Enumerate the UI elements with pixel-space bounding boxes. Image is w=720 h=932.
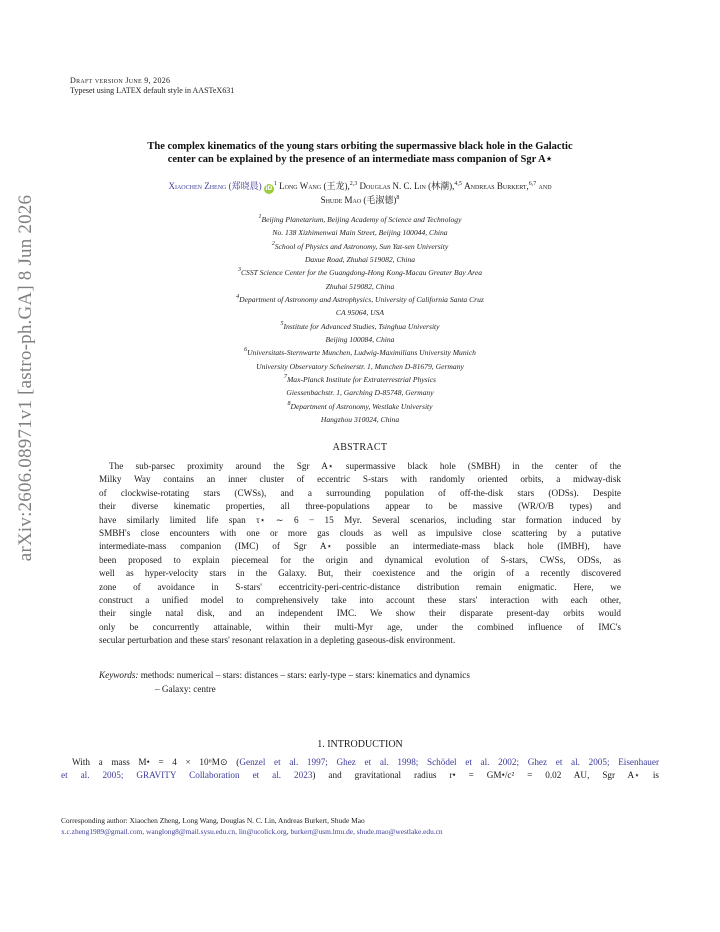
abstract-line: secular perturbation and these stars' resonant relaxation in a depleting gaseous-disk environment. (99, 635, 456, 646)
abstract-line: of clockwise-rotating stars (CWSs), and a surrounding population of off-the-disk stars (ODSs). Despite (99, 487, 621, 498)
abstract-line: well as hyper-velocity stars in the Galaxy. But, their coexistence and the origin of a recently discovered (99, 568, 621, 579)
affiliation-line: $^3$CSST Science Center for the Guangdong-Hong Kong-Macau Greater Bay Area (237, 267, 483, 278)
author-line (70, 194, 650, 207)
keywords-label: Keywords: (99, 670, 139, 680)
affil-marker: 4,5 (454, 181, 462, 187)
abstract-line: their diverse kinematic properties, all three-populations appear to be massive (WR/O/B types) and (99, 501, 621, 512)
abstract-line: their single natal disk, and an independent IMC. We show their disparate present-day orbits would (99, 608, 621, 619)
affiliation-line: No. 138 Xizhimenwai Main Street, Beijing 100044, China (272, 228, 448, 238)
author-conjunction: and (538, 181, 552, 191)
abstract-line: zone of avoidance in S-stars' eccentricity-peri-centric-distance distribution remain enigmatic. Here, we (99, 581, 621, 592)
affiliation-line: $^7$Max-Planck Institute for Extraterrestrial Physics (283, 374, 437, 385)
arxiv-stamp (6, 118, 46, 638)
abstract-line: Milky Way contains an inner cluster of eccentric S-stars with randomly oriented orbits, a midway-disk (99, 474, 621, 485)
affiliation-line: Giessenbachstr. 1, Garching D-85748, Germany (286, 388, 434, 398)
email-links[interactable]: x.c.zheng1989@gmail.com, wanglong8@mail.sysu.edu.cn, lin@ucolick.org, burkert@usm.lmu.de, shude.mao@westlake.edu.cn (61, 827, 443, 836)
keywords-block (99, 668, 621, 696)
orcid-icon[interactable]: iD (265, 185, 273, 192)
author-name: Shude Mao (320, 195, 362, 205)
header-meta (70, 76, 234, 96)
abstract-line: only be concurrently attainable, within their multi-Myr age, under the combined influence of IMC's (99, 621, 621, 632)
keywords-line: – Galaxy: centre (155, 684, 216, 694)
abstract-line: The sub-parsec proximity around the Sgr A⋆ supermassive black hole (SMBH) in the center of the (109, 461, 621, 471)
author-chinese-name: (毛淑德) (363, 195, 397, 205)
author-name: Long Wang (279, 181, 322, 191)
affil-marker: 2,3 (349, 181, 358, 187)
section-heading: 1. INTRODUCTION (317, 739, 403, 750)
author-name: Douglas N. C. Lin (359, 181, 426, 191)
affiliation-line: $^4$Department of Astronomy and Astrophysics, University of California Santa Cruz (236, 294, 484, 305)
author-chinese-name: (王龙) (323, 181, 348, 191)
title-line: The complex kinematics of the young stars orbiting the supermassive black hole in the Galactic (147, 141, 573, 152)
paper-title (70, 140, 650, 166)
affiliation-line: CA 95064, USA (335, 308, 385, 318)
typeset-note: Typeset using LATEX default style in AASTeX631 (70, 86, 235, 95)
affiliation-line: $^6$Universitats-Sternwarte Munchen, Ludwig-Maximilians University Munich (244, 347, 476, 358)
affiliation-line: Daxue Road, Zhuhai 519082, China (304, 255, 416, 265)
abstract-line: construct a unified model to comprehensively take into account these stars' interaction with each other, (99, 595, 621, 606)
arxiv-stamp-text: arXiv:2606.08971v1 [astro-ph.GA] 8 Jun 2026 (15, 194, 37, 562)
author-chinese-name: (郑晓晨) (228, 181, 262, 191)
keywords-line (99, 668, 621, 682)
corresponding-author: Corresponding author: Xiaochen Zheng, Long Wang, Douglas N. C. Lin, Andreas Burkert, Shude Mao (61, 816, 365, 825)
affil-marker: 6,7 (528, 181, 537, 187)
citation-link[interactable]: Genzel et al. 1997; Ghez et al. 1998; Schödel et al. 2002; Ghez et al. 2005; Eisenhauer (239, 757, 660, 767)
author-chinese-name: (林潮) (428, 181, 453, 191)
affiliation-list (70, 213, 650, 427)
citation-link[interactable]: et al. 2005; GRAVITY Collaboration et al. 2023 (61, 770, 313, 781)
affiliation-line: Beijing 100084, China (325, 335, 395, 345)
intro-line: et al. 2005; GRAVITY Collaboration et al. 2023) and gravitational radius r• = GM•/c² = 0.02 AU, Sgr A⋆ is (61, 770, 659, 781)
footnote (61, 815, 659, 837)
keywords-text: methods: numerical – stars: distances – stars: early-type – stars: kinematics and dynamics (140, 670, 470, 680)
author-name: Andreas Burkert (464, 181, 527, 191)
author-list (70, 180, 650, 207)
abstract-heading: ABSTRACT (332, 442, 388, 453)
affiliation-line: $^2$School of Physics and Astronomy, Sun Yat-sen University (271, 240, 449, 251)
affiliation-line: $^5$Institute for Advanced Studies, Tsinghua University (280, 320, 440, 331)
abstract-line: intermediate-mass companion (IMC) of Sgr A⋆ possible an intermediate-mass black hole (IMBH), have (99, 541, 621, 552)
author-name[interactable]: Xiaochen Zheng (168, 181, 227, 191)
intro-line: With a mass M• = 4 × 10⁶M⊙ (Genzel et al. 1997; Ghez et al. 1998; Schödel et al. 2002; Ghez et al. 2005; Eisenhauer (72, 757, 660, 767)
affiliation-line: Zhuhai 519082, China (325, 281, 395, 291)
affiliation-line: Hangzhou 310024, China (320, 415, 400, 425)
abstract-line: SMBH's close encounters with one or more gas clouds as well as impulsive close scattering by a putative (99, 528, 621, 539)
title-line: center can be explained by the presence of an intermediate mass companion of Sgr A⋆ (167, 154, 553, 165)
affiliation-line: $^8$Department of Astronomy, Westlake University (287, 400, 433, 411)
affiliation-line: University Observatory Scheinerstr. 1, Munchen D-81679, Germany (256, 361, 464, 371)
abstract-line: been proposed to explain piecemeal for the origin and dynamical evolution of S-stars, CWSs, ODSs, as (99, 554, 621, 565)
affil-marker: 8 (396, 195, 400, 201)
draft-version: Draft version June 9, 2026 (70, 76, 171, 85)
abstract-body (99, 460, 621, 648)
abstract-line: have similarly limited life span τ⋆ ∼ 6 − 15 Myr. Several scenarios, including star formation induced by (99, 514, 621, 525)
introduction-body (61, 756, 659, 783)
author-line: Xiaochen Zheng (郑晓晨) $iD^1$ Long Wang (王龙),$^{2,3}$ Douglas N. C. Lin (林潮),$^{4,5}$ Andreas Burkert,$^{6,7}$ and (168, 181, 552, 192)
affiliation-line: $^1$Beijing Planetarium, Beijing Academy of Science and Technology (258, 214, 462, 224)
affil-marker: 1 (273, 181, 277, 187)
